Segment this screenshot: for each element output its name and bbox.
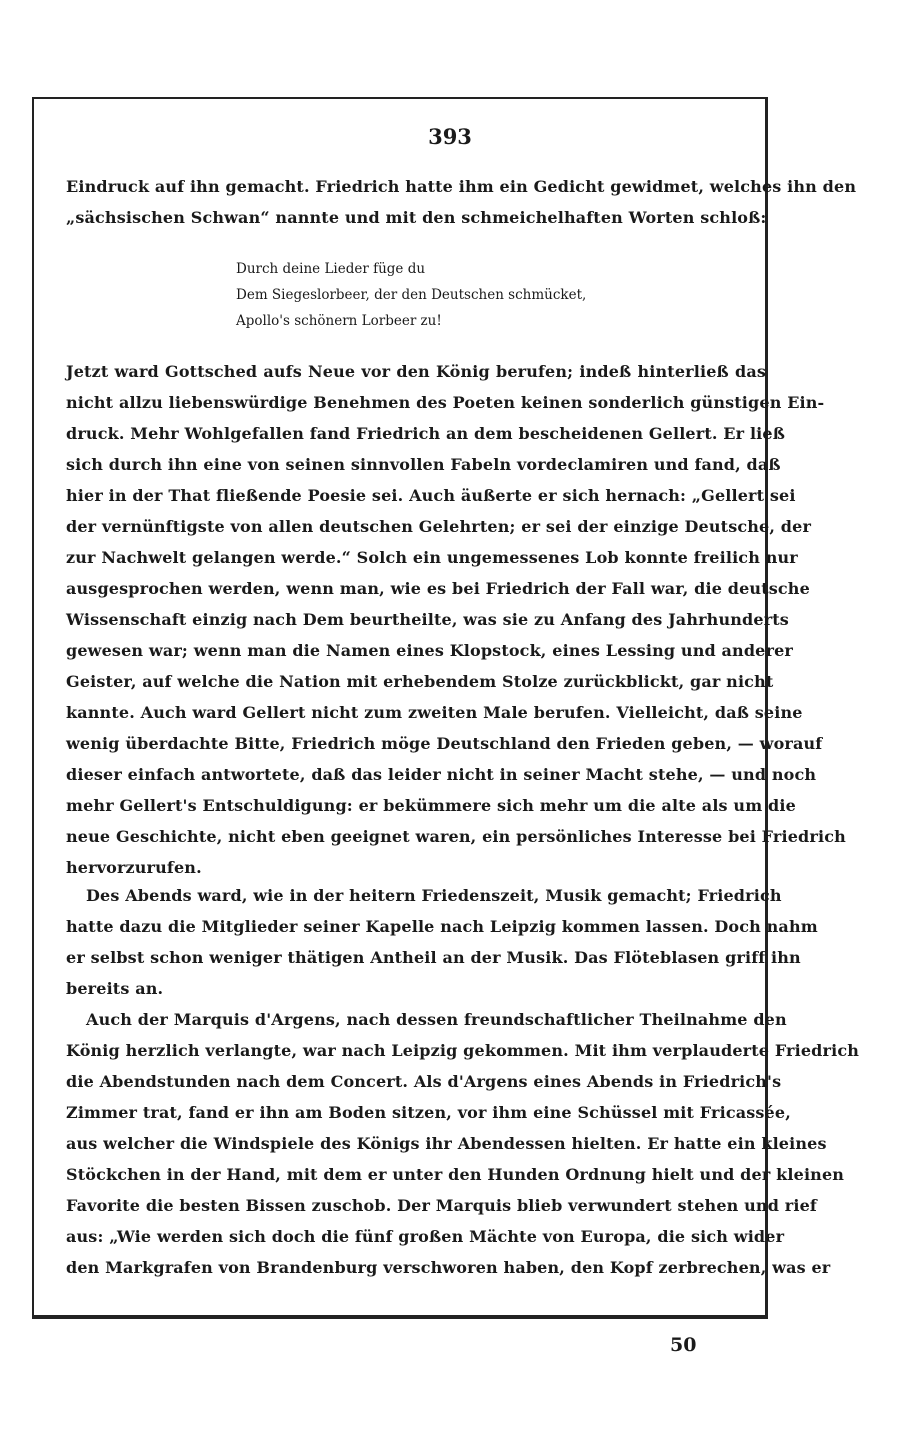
text-line: Des Abends ward, wie in der heitern Friedenszeit, Musik gemacht; Friedrich [86,886,782,905]
text-line: ausgesprochen werden, wenn man, wie es bei Friedrich der Fall war, die deutsche [66,579,810,598]
text-line: nicht allzu liebenswürdige Benehmen des Poeten keinen sonderlich günstigen Ein- [66,393,825,412]
text-line: Favorite die besten Bissen zuschob. Der Marquis blieb verwundert stehen und rief [66,1196,817,1215]
text-line: aus: „Wie werden sich doch die fünf großen Mächte von Europa, die sich wider [66,1227,785,1246]
text-line: der vernünftigste von allen deutschen Gelehrten; er sei der einzige Deutsche, der [66,517,812,536]
text-line: den Markgrafen von Brandenburg verschworen haben, den Kopf zerbrechen, was er [66,1258,831,1277]
text-line: Jetzt ward Gottsched aufs Neue vor den König berufen; indeß hinterließ das [66,362,766,381]
text-line: wenig überdachte Bitte, Friedrich möge Deutschland den Frieden geben, — worauf [66,734,823,753]
paragraph-3 [66,1004,860,1283]
text-line: sich durch ihn eine von seinen sinnvollen Fabeln vordeclamiren und fand, daß [66,455,781,474]
text-line: aus welcher die Windspiele des Königs ihr Abendessen hielten. Er hatte ein kleines [66,1134,827,1153]
text-line: bereits an. [66,979,164,998]
text-line: König herzlich verlangte, war nach Leipzig gekommen. Mit ihm verplauderte Friedrich [66,1041,860,1060]
text-line: gewesen war; wenn man die Namen eines Klopstock, eines Lessing und anderer [66,641,793,660]
text-line: die Abendstunden nach dem Concert. Als d'Argens eines Abends in Friedrich's [66,1072,782,1091]
text-line: Stöckchen in der Hand, mit dem er unter den Hunden Ordnung hielt und der kleinen [66,1165,845,1184]
verse-line: Apollo's schönern Lorbeer zu! [236,313,442,329]
verse-line: Durch deine Lieder füge du [236,261,426,277]
paragraph-1 [66,356,846,883]
text-line: mehr Gellert's Entschuldigung: er bekümmere sich mehr um die alte als um die [66,796,796,815]
text-line: Geister, auf welche die Nation mit erhebendem Stolze zurückblickt, gar nicht [66,672,774,691]
text-line: neue Geschichte, nicht eben geeignet waren, ein persönliches Interesse bei Friedrich [66,827,846,846]
text-line: zur Nachwelt gelangen werde.“ Solch ein ungemessenes Lob konnte freilich nur [66,548,798,567]
text-line: hatte dazu die Mitglieder seiner Kapelle nach Leipzig kommen lassen. Doch nahm [66,917,818,936]
sheet-signature: 50 [670,1334,697,1356]
text-line: dieser einfach antwortete, daß das leider nicht in seiner Macht stehe, — und noch [66,765,817,784]
text-line: hervorzurufen. [66,858,202,877]
page-number: 393 [428,124,472,149]
text-line: „sächsischen Schwan“ nannte und mit den schmeichelhaften Worten schloß: [66,208,767,227]
paragraph-2 [66,880,818,1004]
text-line: Zimmer trat, fand er ihn am Boden sitzen, vor ihm eine Schüssel mit Fricassée, [66,1103,791,1122]
text-line: Eindruck auf ihn gemacht. Friedrich hatte ihm ein Gedicht gewidmet, welches ihn den [66,177,857,196]
verse-quote [236,256,656,334]
verse-line: Dem Siegeslorbeer, der den Deutschen schmücket, [236,287,587,303]
text-line: druck. Mehr Wohlgefallen fand Friedrich an dem bescheidenen Gellert. Er ließ [66,424,786,443]
text-line: Wissenschaft einzig nach Dem beurtheilte, was sie zu Anfang des Jahrhunderts [66,610,789,629]
text-line: er selbst schon weniger thätigen Antheil an der Musik. Das Flöteblasen griff ihn [66,948,801,967]
text-line: hier in der That fließende Poesie sei. Auch äußerte er sich hernach: „Gellert sei [66,486,796,505]
text-line: Auch der Marquis d'Argens, nach dessen freundschaftlicher Theilnahme den [86,1010,787,1029]
text-line: kannte. Auch ward Gellert nicht zum zweiten Male berufen. Vielleicht, daß seine [66,703,803,722]
intro-lines [66,171,857,233]
